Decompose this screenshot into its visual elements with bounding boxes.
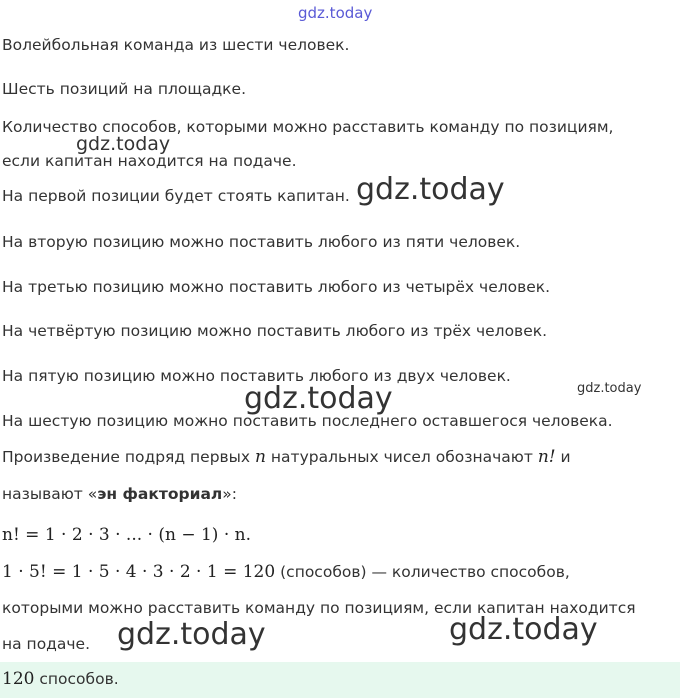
factorial-def-text-1: Произведение подряд первых xyxy=(2,448,251,466)
text-line-team: Волейбольная команда из шести человек. xyxy=(2,36,350,54)
answer-line xyxy=(2,669,119,689)
text-line-third-position: На третью позицию можно поставить любого из четырёх человек. xyxy=(2,278,551,296)
text-line-positions: Шесть позиций на площадке. xyxy=(2,80,247,98)
answer-box xyxy=(0,662,680,698)
answer-text: способов. xyxy=(39,670,119,688)
factorial-def-text-3: и xyxy=(560,448,571,466)
text-line-second-position: На вторую позицию можно поставить любого из пяти человек. xyxy=(2,233,521,251)
text-line-fourth-position: На четвёртую позицию можно поставить любого из трёх человек. xyxy=(2,322,548,340)
text-line-first-position: На первой позиции будет стоять капитан. xyxy=(2,187,350,205)
calculation-text: (способов) — количество способов, xyxy=(280,563,570,581)
watermark-large-1: gdz.today xyxy=(356,172,505,207)
text-line-factorial-def xyxy=(2,447,571,467)
factorial-def-text-2: натуральных чисел обозначают xyxy=(270,448,533,466)
text-line-count: Количество способов, которыми можно расставить команду по позициям, xyxy=(2,118,614,136)
factorial-name-close: »: xyxy=(222,485,238,503)
watermark-large-3: gdz.today xyxy=(117,617,266,652)
text-line-factorial-name xyxy=(2,485,237,503)
watermark-small-left: gdz.today xyxy=(76,133,171,155)
text-line-fifth-position: На пятую позицию можно поставить любого из двух человек. xyxy=(2,367,511,385)
watermark-large-2: gdz.today xyxy=(244,381,393,416)
factorial-name-open: называют « xyxy=(2,485,98,503)
watermark-small-right: gdz.today xyxy=(577,381,642,396)
formula-calculation: 1 · 5! = 1 · 5 · 4 · 3 · 2 · 1 = 120 xyxy=(2,562,276,582)
text-line-conclusion-1: которыми можно расставить команду по позициям, если капитан находится xyxy=(2,599,636,617)
text-line-calculation xyxy=(2,562,570,582)
text-line-captain-serve: если капитан находится на подаче. xyxy=(2,152,297,170)
answer-number: 120 xyxy=(2,669,35,689)
formula-factorial: n! = 1 · 2 · 3 · ... · (n − 1) · n. xyxy=(2,525,251,545)
math-n: n xyxy=(255,447,266,467)
text-line-sixth-position: На шестую позицию можно поставить последнего оставшегося человека. xyxy=(2,412,613,430)
math-n-factorial: n! xyxy=(537,447,556,467)
watermark-top: gdz.today xyxy=(298,4,373,22)
watermark-large-4: gdz.today xyxy=(449,612,598,647)
text-line-conclusion-2: на подаче. xyxy=(2,635,91,653)
factorial-name-bold: эн факториал xyxy=(97,485,223,503)
